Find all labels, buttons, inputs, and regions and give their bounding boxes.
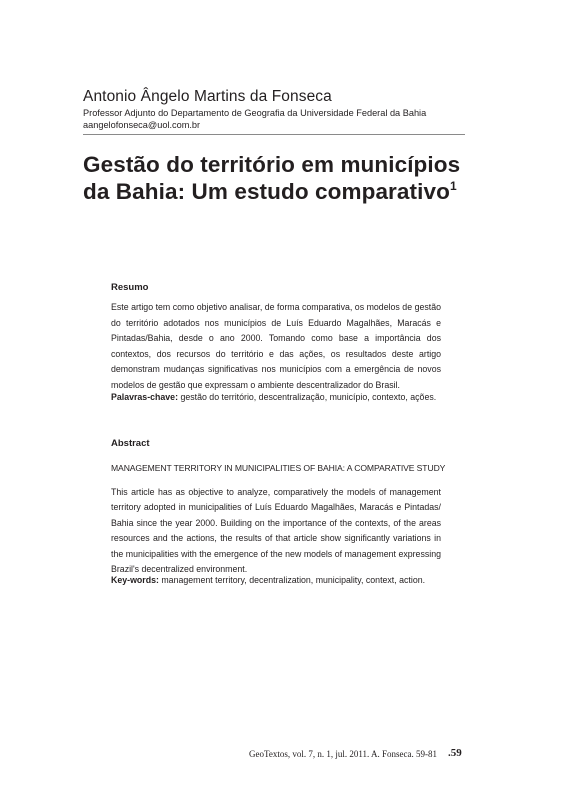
resumo-keywords-label: Palavras-chave: — [111, 392, 178, 402]
page-number: .59 — [448, 747, 462, 759]
abstract-keywords-list: management territory, decentralization, municipality, context, action. — [158, 575, 426, 585]
resumo-text: Este artigo tem como objetivo analisar, de forma comparativa, os modelos de gestão do território adotados nos municípios de Luís Eduardo Magalhães, Maracás e Pintadas/Bahia, desde o ano 2000. Tomando como base a importância dos contextos, dos recursos do território e das ações, os resultados deste artigo demonstram mudanças significativas nos municípios com a emergência de novos modelos de gestão que expressam o ambiente descentralizador do Brasil. — [111, 302, 441, 390]
author-affiliation: Professor Adjunto do Departamento de Geografia da Universidade Federal da Bahia — [83, 108, 427, 118]
article-title-line2: da Bahia: Um estudo comparativo — [83, 179, 450, 204]
abstract-text: This article has as objective to analyze, comparatively the models of management territory adopted in municipalities of Luís Eduardo Magalhães, Maracás e Pintadas/ Bahia since the year 2000. Building on the importance of the contexts, of the areas resources and the actions, the results of that article show significantly variations in the municipalities with the emergence of the new models of management expressing Brazil's decentralized environment. — [111, 487, 441, 575]
header-divider — [83, 134, 465, 135]
author-email: aangelofonseca@uol.com.br — [83, 120, 201, 130]
abstract-keywords-label: Key-words: — [111, 575, 159, 585]
article-title — [83, 151, 503, 205]
abstract-subtitle: MANAGEMENT TERRITORY IN MUNICIPALITIES OF BAHIA: A COMPARATIVE STUDY — [111, 463, 446, 473]
author-name: Antonio Ângelo Martins da Fonseca — [83, 88, 332, 105]
title-footnote-mark: 1 — [449, 179, 457, 193]
resumo-heading: Resumo — [111, 282, 149, 293]
abstract-keywords — [111, 573, 451, 587]
resumo-keywords-list: gestão do território, descentralização, município, contexto, ações. — [178, 392, 437, 402]
abstract-heading: Abstract — [111, 438, 150, 449]
resumo-keywords — [111, 390, 451, 404]
footer-citation: GeoTextos, vol. 7, n. 1, jul. 2011. A. Fonseca. 59-81 — [249, 749, 438, 759]
article-title-line1: Gestão do território em municípios — [83, 152, 461, 177]
